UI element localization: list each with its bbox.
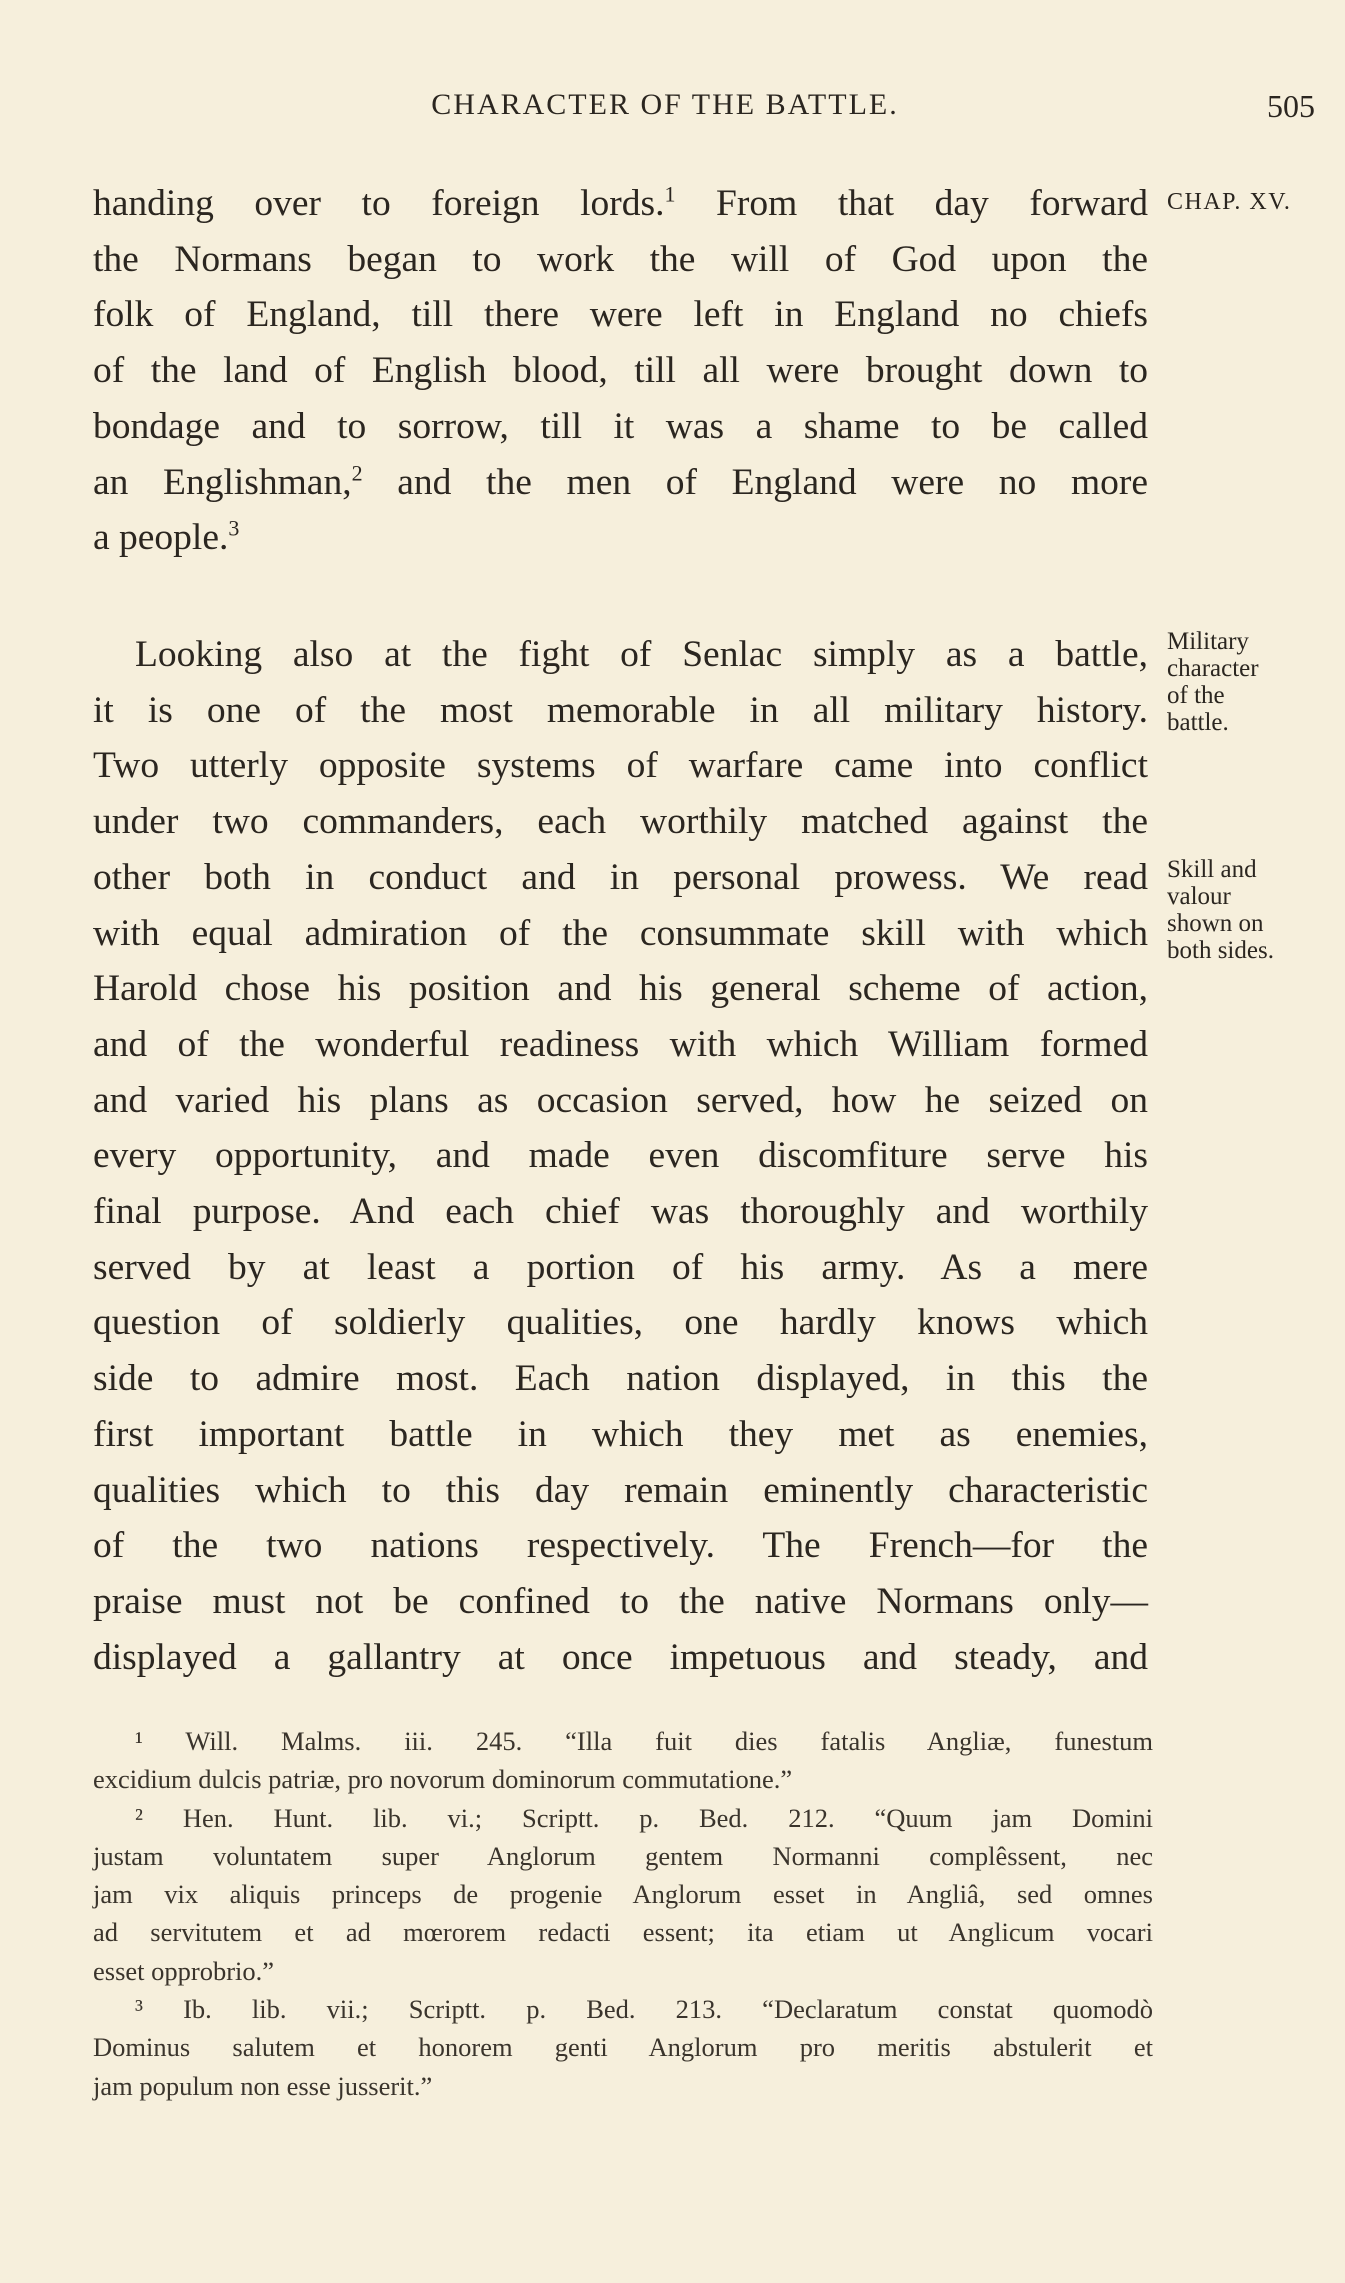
footnote-line: ¹ Will. Malms. iii. 245. “Illa fuit dies fatalis Angliæ, funestum: [135, 1726, 1153, 1756]
text-line: and of the wonderful readiness with which William formed: [93, 1023, 1148, 1065]
margin-note-line: character: [1167, 655, 1259, 682]
text-line: of the two nations respectively. The French—for the: [93, 1525, 1148, 1567]
footnote-line: excidium dulcis patriæ, pro novorum dominorum commutatione.”: [93, 1764, 793, 1795]
margin-note-chapter: CHAP. XV.: [1167, 189, 1292, 215]
text-line: Looking also at the fight of Senlac simply as a battle,: [135, 634, 1148, 675]
paragraph-1: [93, 176, 1148, 566]
footnote-line: justam voluntatem super Anglorum gentem Normanni complêssent, nec: [93, 1840, 1153, 1871]
text-line: Two utterly opposite systems of warfare came into conflict: [93, 745, 1148, 787]
footnote-ref: 2: [351, 460, 363, 486]
text-line: a people.$^3$: [93, 515, 240, 559]
margin-note-line: Skill and: [1167, 856, 1257, 883]
margin-note-line: Military: [1167, 628, 1249, 655]
text-line: Harold chose his position and his general scheme of action,: [93, 968, 1148, 1010]
page-number: 505: [1267, 88, 1315, 124]
text-line: it is one of the most memorable in all military history.: [93, 689, 1148, 731]
paragraph-2: [93, 627, 1148, 1685]
text-line: an Englishman,$^2$ and the men of England were no more: [93, 460, 1149, 503]
margin-note-line: valour: [1167, 883, 1231, 910]
text-line: with equal admiration of the consummate skill with which: [93, 912, 1148, 954]
footnote-line: ² Hen. Hunt. lib. vi.; Scriptt. p. Bed. 212. “Quum jam Domini: [135, 1802, 1153, 1833]
footnote-ref: 3: [228, 515, 240, 541]
footnote-line: ³ Ib. lib. vii.; Scriptt. p. Bed. 213. “Declaratum constat quomodò: [135, 1994, 1153, 2025]
page-header: [90, 88, 1315, 138]
footnote-line: jam populum non esse jusserit.”: [93, 2070, 433, 2101]
text-line: first important battle in which they met as enemies,: [93, 1413, 1148, 1455]
text-line: folk of England, till there were left in England no chiefs: [93, 294, 1148, 336]
text-line: question of soldierly qualities, one hardly knows which: [93, 1302, 1148, 1344]
text-line: under two commanders, each worthily matched against the: [93, 801, 1148, 843]
margin-note-line: both sides.: [1167, 937, 1274, 964]
footnote-line: esset opprobrio.”: [93, 1955, 275, 1986]
text-line: bondage and to sorrow, till it was a shame to be called: [93, 405, 1148, 447]
text-line: final purpose. And each chief was thoroughly and worthily: [93, 1191, 1148, 1233]
footnote-line: jam vix aliquis princeps de progenie Anglorum esset in Angliâ, sed omnes: [93, 1879, 1153, 1910]
footnotes: [93, 1722, 1153, 2105]
text-line: praise must not be confined to the native Normans only—: [93, 1580, 1148, 1622]
text-line: of the land of English blood, till all were brought down to: [93, 350, 1148, 392]
text-line: qualities which to this day remain eminently characteristic: [93, 1469, 1148, 1511]
text-line: other both in conduct and in personal prowess. We read: [93, 856, 1148, 898]
margin-note-line: shown on: [1167, 910, 1264, 937]
margin-note-line: of the: [1167, 682, 1225, 709]
text-line: handing over to foreign lords.$^1$ From that day forward: [93, 181, 1149, 224]
footnote-line: Dominus salutem et honorem genti Anglorum pro meritis abstulerit et: [93, 2032, 1153, 2063]
text-line: side to admire most. Each nation displayed, in this the: [93, 1358, 1148, 1400]
running-title: CHARACTER OF THE BATTLE.: [431, 88, 899, 121]
footnote-ref: 1: [664, 181, 676, 207]
text-line: and varied his plans as occasion served, how he seized on: [93, 1079, 1148, 1121]
text-line: the Normans began to work the will of God upon the: [93, 238, 1148, 280]
margin-note-skill-valour: [1167, 856, 1317, 964]
text-line: every opportunity, and made even discomfiture serve his: [93, 1135, 1148, 1177]
text-line: displayed a gallantry at once impetuous and steady, and: [93, 1636, 1148, 1678]
footnote-line: ad servitutem et ad mœrorem redacti essent; ita etiam ut Anglicum vocari: [93, 1917, 1153, 1948]
margin-note-military-character: [1167, 628, 1317, 736]
margin-note-line: battle.: [1167, 709, 1229, 736]
text-line: served by at least a portion of his army. As a mere: [93, 1246, 1148, 1288]
